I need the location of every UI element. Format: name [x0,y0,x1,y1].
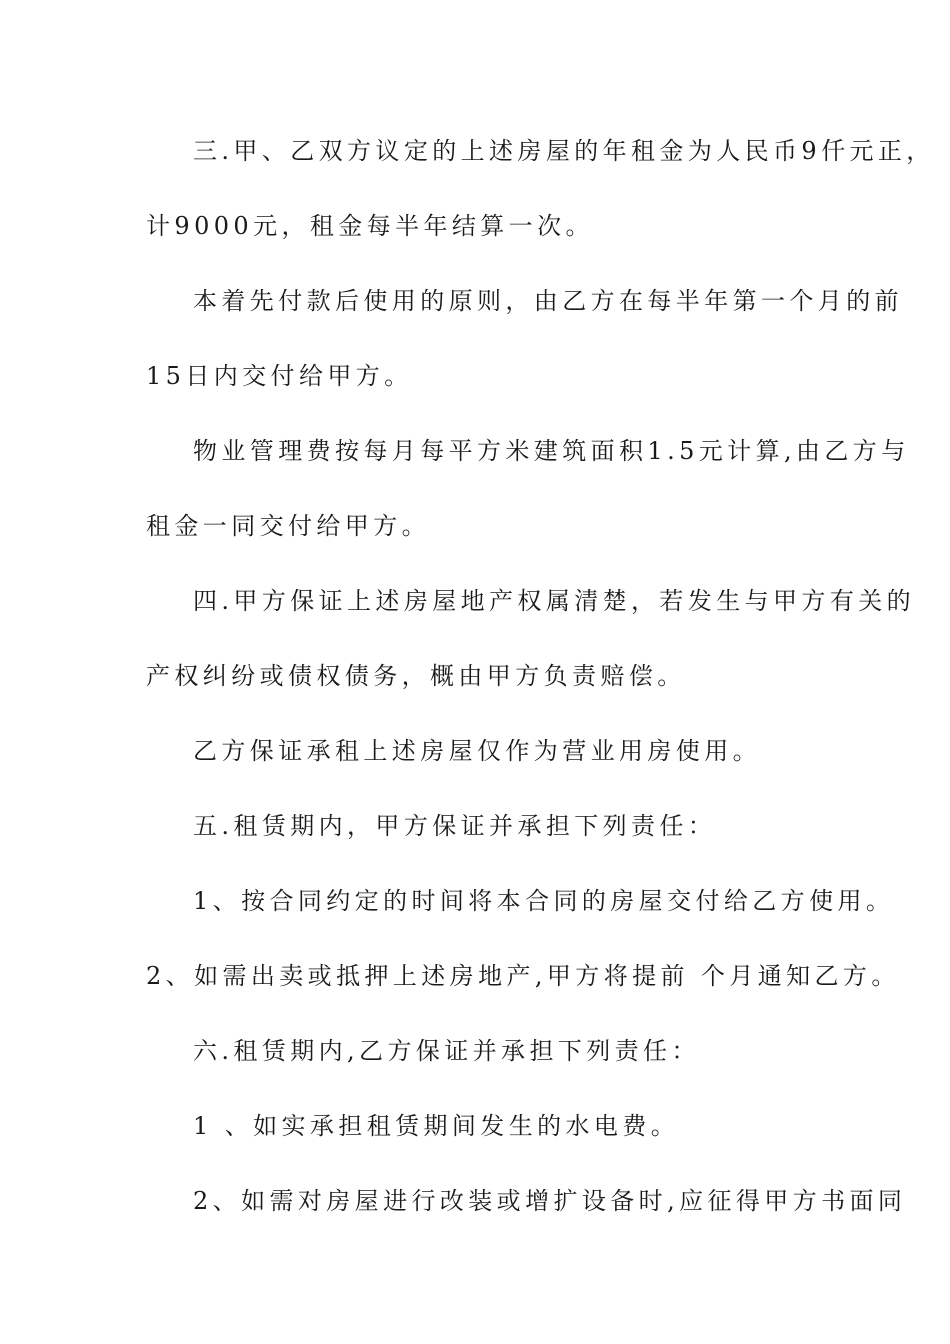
clause-5-item-1: 1、按合同约定的时间将本合同的房屋交付给乙方使用。 [193,887,895,915]
property-fee-line-2: 租金一同交付给甲方。 [146,512,430,540]
clause-6-item-2: 2、如需对房屋进行改装或增扩设备时,应征得甲方书面同 [193,1187,907,1215]
payment-principle-line-1: 本着先付款后使用的原则，由乙方在每半年第一个月的前 [193,287,903,315]
clause-5-item-2: 2、如需出卖或抵押上述房地产,甲方将提前 个月通知乙方。 [146,962,900,990]
clause-3-rent-line-1: 三.甲、乙双方议定的上述房屋的年租金为人民币9仟元正， [193,137,935,165]
clause-4-line-1: 四.甲方保证上述房屋地产权属清楚，若发生与甲方有关的 [193,587,916,615]
clause-6-item-1: 1 、如实承担租赁期间发生的水电费。 [193,1112,680,1140]
property-fee-line-1: 物业管理费按每月每平方米建筑面积1.5元计算,由乙方与 [193,437,910,465]
payment-principle-line-2: 15日内交付给甲方。 [146,362,413,390]
clause-4-line-2: 产权纠纷或债权债务，概由甲方负责赔偿。 [146,662,686,690]
clause-3-rent-line-2: 计9000元，租金每半年结算一次。 [146,212,594,240]
usage-guarantee-line: 乙方保证承租上述房屋仅作为营业用房使用。 [193,737,761,765]
clause-6-heading: 六.租赁期内,乙方保证并承担下列责任： [193,1037,700,1065]
clause-5-heading: 五.租赁期内，甲方保证并承担下列责任： [193,812,717,840]
